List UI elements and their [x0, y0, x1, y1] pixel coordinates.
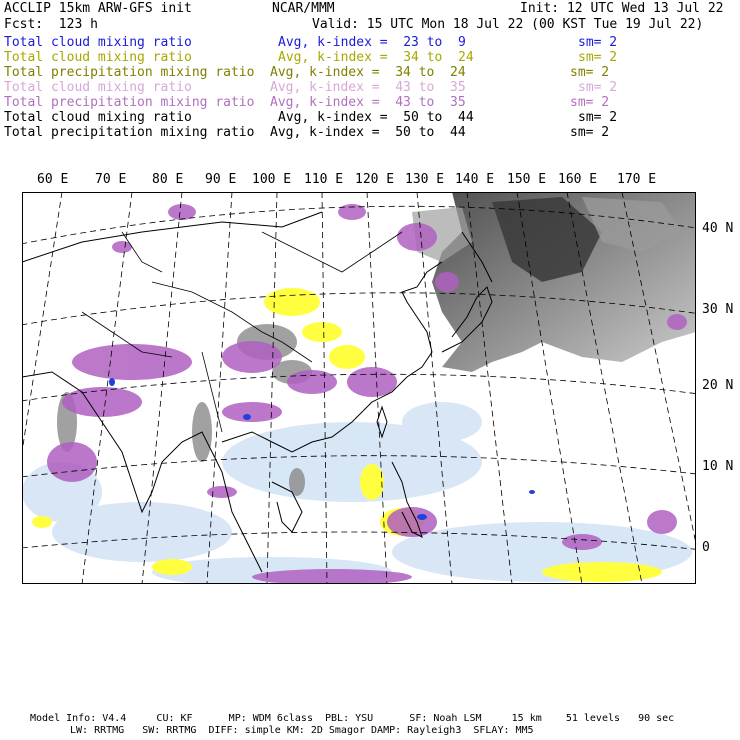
- latitude-label: 30 N: [702, 302, 734, 317]
- center-label: NCAR/MMM: [272, 1, 335, 16]
- field-name: Total precipitation mixing ratio: [4, 95, 255, 110]
- longitude-label: 140 E: [455, 172, 495, 187]
- field-sm: sm= 2: [570, 95, 610, 110]
- longitude-label: 60 E: [37, 172, 69, 187]
- field-name: Total cloud mixing ratio: [4, 80, 192, 95]
- field-name: Total cloud mixing ratio: [4, 110, 192, 125]
- field-sm: sm= 2: [578, 50, 618, 65]
- longitude-label: 90 E: [205, 172, 237, 187]
- latitude-label: 40 N: [702, 221, 734, 236]
- forecast-hour: Fcst: 123 h: [4, 17, 98, 32]
- field-name: Total cloud mixing ratio: [4, 35, 192, 50]
- longitude-label: 80 E: [152, 172, 184, 187]
- field-name: Total precipitation mixing ratio: [4, 125, 255, 140]
- longitude-label: 70 E: [95, 172, 127, 187]
- longitude-label: 120 E: [355, 172, 395, 187]
- field-sm: sm= 2: [578, 110, 618, 125]
- field-avg: Avg, k-index = 43 to 35: [270, 95, 466, 110]
- latitude-label: 10 N: [702, 459, 734, 474]
- longitude-label: 150 E: [507, 172, 547, 187]
- field-sm: sm= 2: [570, 65, 610, 80]
- field-avg: Avg, k-index = 34 to 24: [270, 65, 466, 80]
- field-avg: Avg, k-index = 50 to 44: [270, 125, 466, 140]
- field-name: Total precipitation mixing ratio: [4, 65, 255, 80]
- model-info-line1: Model Info: V4.4 CU: KF MP: WDM 6class PBL: YSU SF: Noah LSM 15 km 51 levels 90 sec: [30, 713, 675, 724]
- valid-time: Valid: 15 UTC Mon 18 Jul 22 (00 KST Tue 19 Jul 22): [312, 17, 704, 32]
- longitude-label: 170 E: [617, 172, 657, 187]
- field-name: Total cloud mixing ratio: [4, 50, 192, 65]
- latitude-label: 0: [702, 540, 710, 555]
- weather-map: [22, 192, 696, 584]
- model-info-line2: LW: RRTMG SW: RRTMG DIFF: simple KM: 2D Smagor DAMP: Rayleigh3 SFLAY: MM5: [70, 725, 534, 736]
- field-avg: Avg, k-index = 43 to 35: [270, 80, 466, 95]
- longitude-label: 160 E: [558, 172, 598, 187]
- longitude-label: 100 E: [252, 172, 292, 187]
- field-avg: Avg, k-index = 23 to 9: [278, 35, 466, 50]
- field-avg: Avg, k-index = 50 to 44: [278, 110, 474, 125]
- field-sm: sm= 2: [578, 35, 618, 50]
- longitude-label: 110 E: [304, 172, 344, 187]
- latitude-label: 20 N: [702, 378, 734, 393]
- field-avg: Avg, k-index = 34 to 24: [278, 50, 474, 65]
- init-time: Init: 12 UTC Wed 13 Jul 22: [520, 1, 724, 16]
- field-sm: sm= 2: [570, 125, 610, 140]
- longitude-label: 130 E: [405, 172, 445, 187]
- field-sm: sm= 2: [578, 80, 618, 95]
- title: ACCLIP 15km ARW-GFS init: [4, 1, 192, 16]
